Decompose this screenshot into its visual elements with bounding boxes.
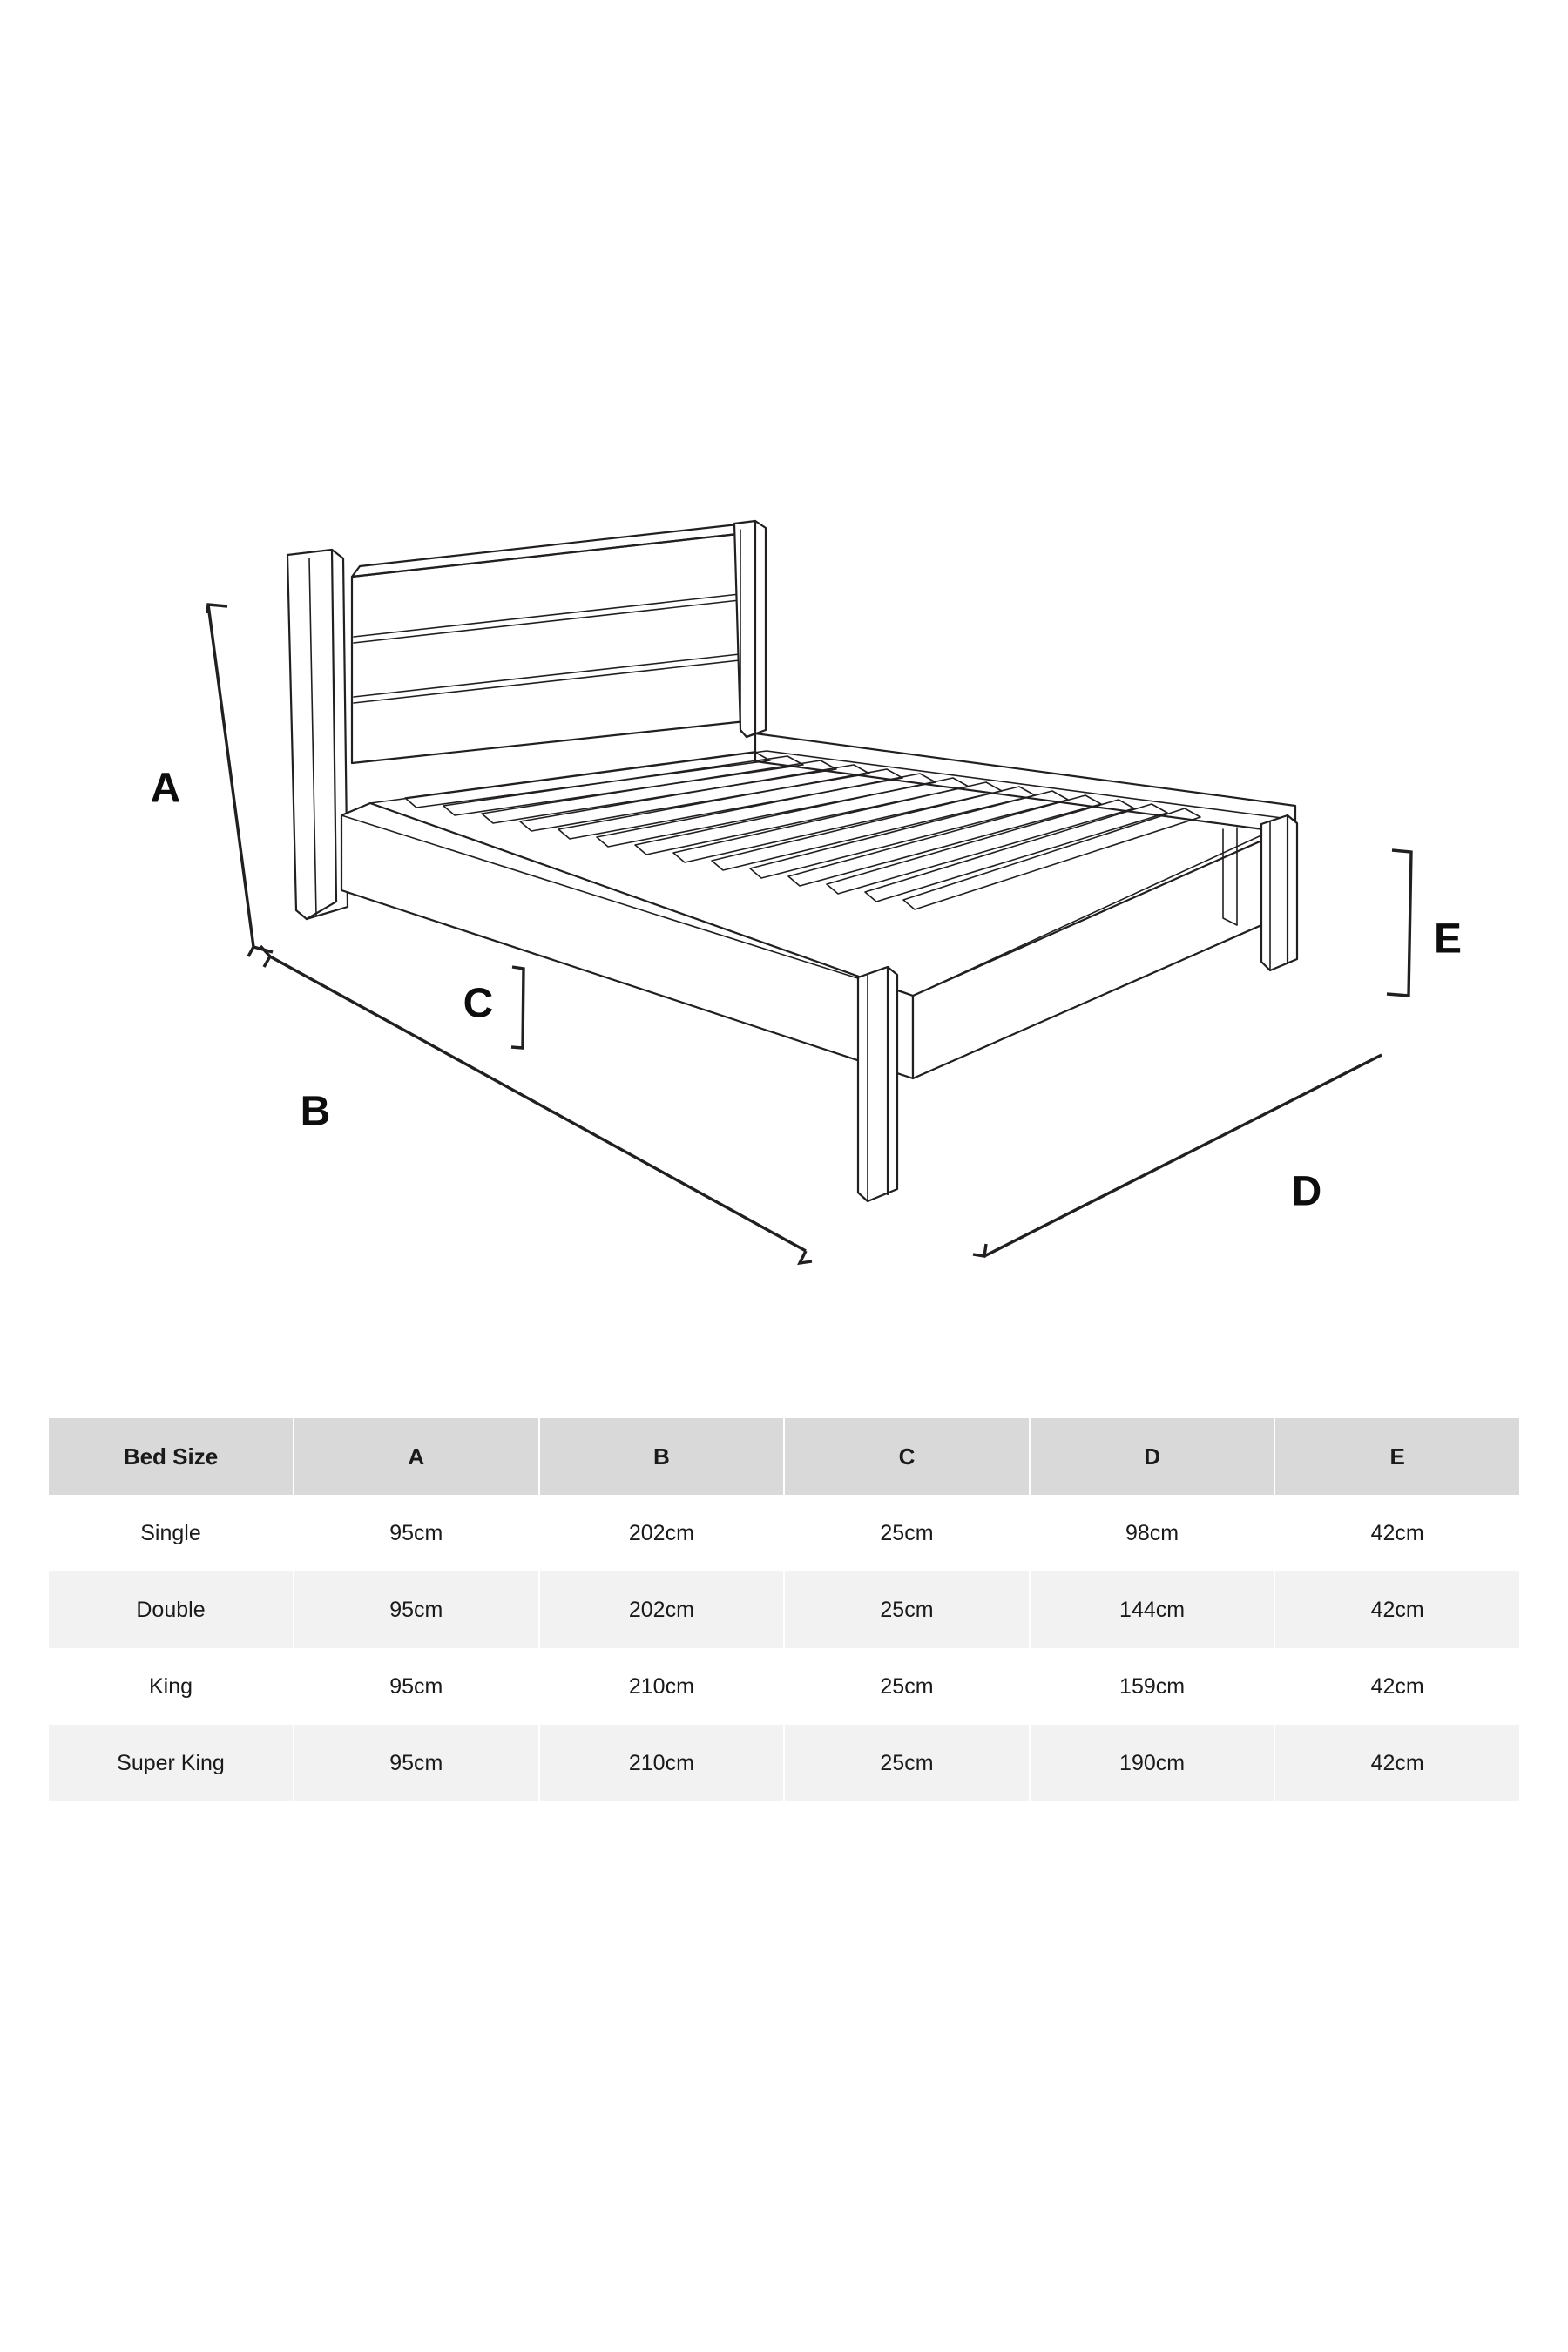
cell-b: 210cm <box>540 1725 784 1801</box>
cell-e: 42cm <box>1275 1725 1519 1801</box>
cell-d: 144cm <box>1031 1571 1274 1648</box>
cell-a: 95cm <box>294 1495 538 1571</box>
table-header-row <box>49 1418 1519 1495</box>
cell-b: 202cm <box>540 1571 784 1648</box>
cell-d: 190cm <box>1031 1725 1274 1801</box>
cell-d: 159cm <box>1031 1648 1274 1725</box>
cell-bed-size: Super King <box>49 1725 293 1801</box>
leg-right <box>1261 815 1297 970</box>
cell-d: 98cm <box>1031 1495 1274 1571</box>
cell-c: 25cm <box>785 1571 1029 1648</box>
base-slat <box>712 787 1035 870</box>
table-row <box>49 1725 1519 1801</box>
bed-frame-group <box>341 733 1297 1201</box>
base-slat <box>750 791 1068 878</box>
dimension-D-line <box>973 1055 1382 1256</box>
table-row <box>49 1571 1519 1648</box>
dimension-E-label: E <box>1433 916 1463 963</box>
base-slat <box>865 804 1167 902</box>
cell-c: 25cm <box>785 1495 1029 1571</box>
cell-a: 95cm <box>294 1648 538 1725</box>
leg-front-left <box>858 967 897 1201</box>
column-header-a: A <box>294 1418 538 1495</box>
dimension-C-label: C <box>463 980 494 1027</box>
side-rail-left-outer <box>341 803 913 1078</box>
column-header-e: E <box>1275 1418 1519 1495</box>
table-row <box>49 1495 1519 1571</box>
base-slat <box>635 778 969 855</box>
dimension-A-line <box>207 605 273 956</box>
column-header-b: B <box>540 1418 784 1495</box>
base-slat <box>788 795 1101 886</box>
dimension-A-label: A <box>150 765 181 812</box>
cell-e: 42cm <box>1275 1648 1519 1725</box>
cell-b: 202cm <box>540 1495 784 1571</box>
base-slat <box>597 774 936 847</box>
cell-c: 25cm <box>785 1648 1029 1725</box>
cell-a: 95cm <box>294 1571 538 1648</box>
dimension-E <box>1387 850 1462 996</box>
base-slat <box>673 782 1002 862</box>
foot-rail <box>913 828 1289 1078</box>
headboard-panel <box>352 533 746 763</box>
dimension-C <box>463 967 524 1048</box>
base-slat <box>558 769 902 839</box>
cell-c: 25cm <box>785 1725 1029 1801</box>
cell-bed-size: Double <box>49 1571 293 1648</box>
dimension-C-line <box>511 967 524 1048</box>
cell-b: 210cm <box>540 1648 784 1725</box>
dimension-A <box>151 605 273 956</box>
cell-e: 42cm <box>1275 1495 1519 1571</box>
bed-size-table-container <box>47 1418 1521 1801</box>
headboard-post-right <box>734 521 766 737</box>
dimension-D <box>973 1055 1382 1256</box>
cell-a: 95cm <box>294 1725 538 1801</box>
dimension-E-line <box>1387 850 1411 996</box>
table-body <box>49 1495 1519 1801</box>
dimension-D-label: D <box>1291 1168 1322 1215</box>
column-header-d: D <box>1031 1418 1274 1495</box>
head-rail-right <box>755 733 1295 834</box>
bed-size-table <box>47 1418 1521 1801</box>
table-row <box>49 1648 1519 1725</box>
dimension-B-label: B <box>300 1088 331 1135</box>
table-header <box>49 1418 1519 1495</box>
column-header-bed-size: Bed Size <box>49 1418 293 1495</box>
cell-bed-size: Single <box>49 1495 293 1571</box>
headboard-post-left <box>287 550 348 919</box>
base-slat <box>827 800 1134 894</box>
cell-bed-size: King <box>49 1648 293 1725</box>
column-header-c: C <box>785 1418 1029 1495</box>
cell-e: 42cm <box>1275 1571 1519 1648</box>
